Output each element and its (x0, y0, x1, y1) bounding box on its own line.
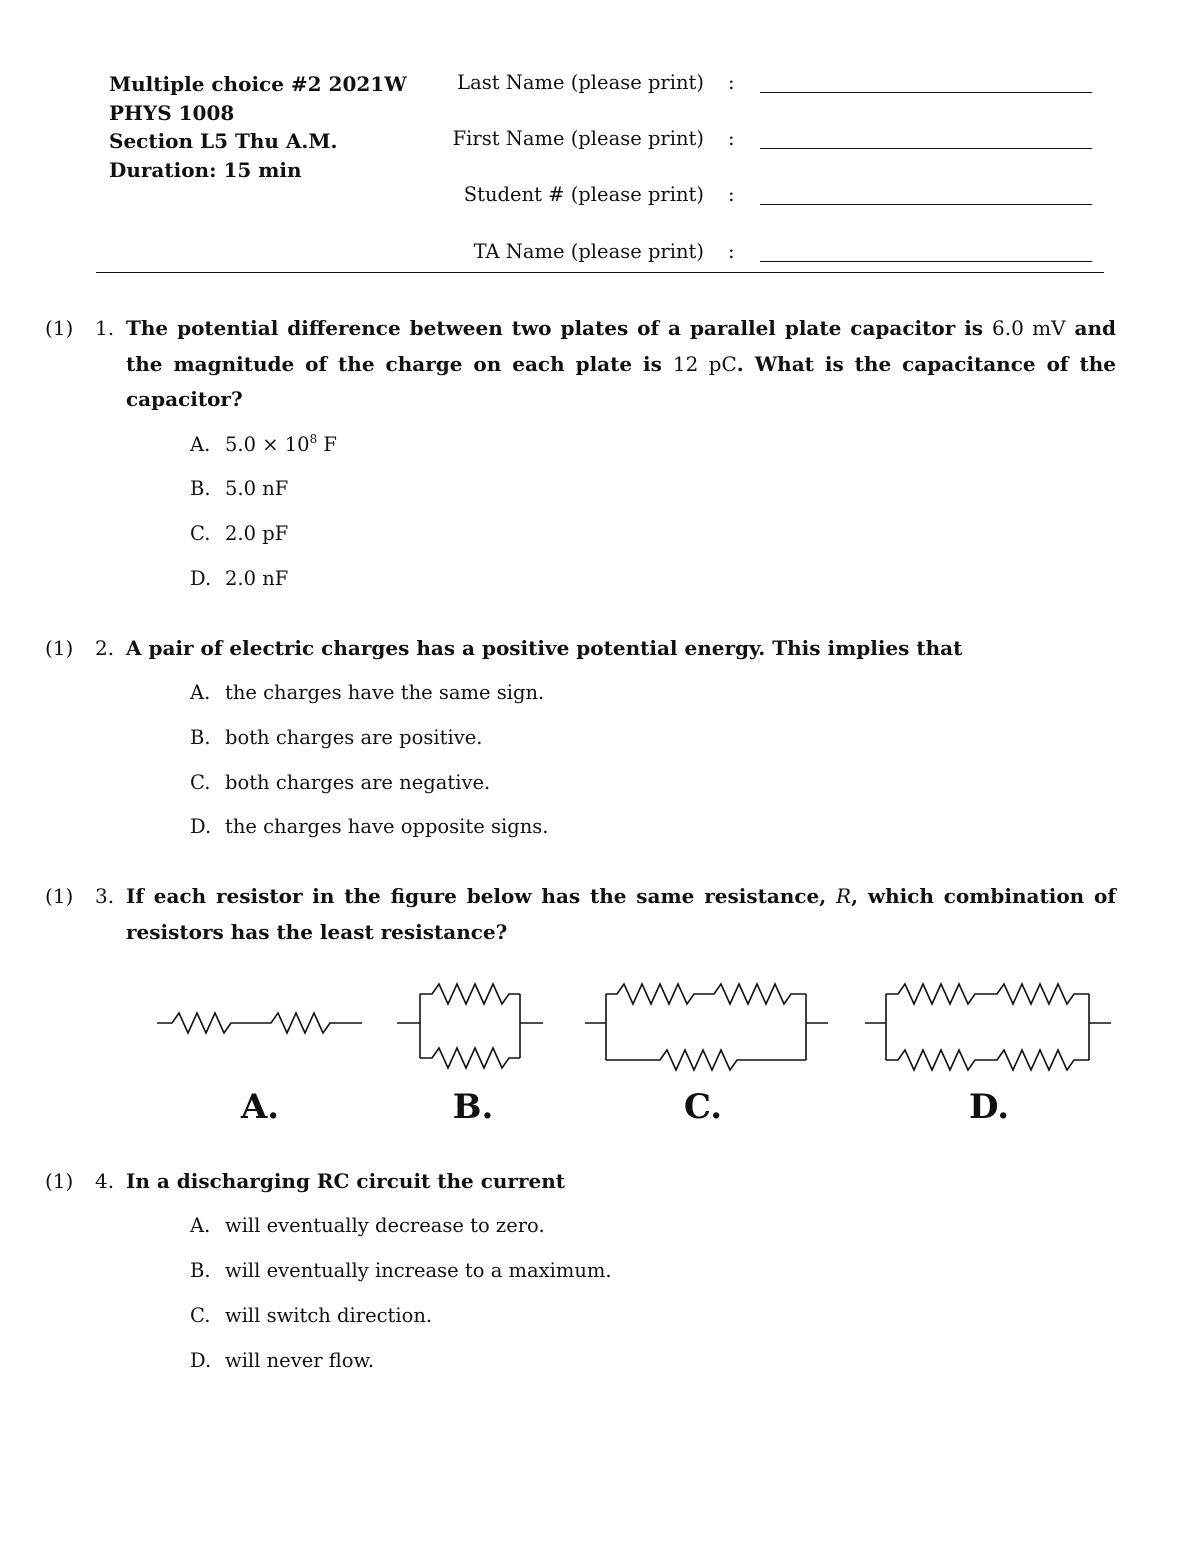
q1-option-b[interactable]: B. 5.0 nF (190, 477, 289, 500)
first-name-field[interactable] (760, 148, 1092, 149)
ta-name-label: TA Name (please print) (473, 240, 704, 263)
q1-marks: (1) (45, 316, 74, 340)
exam-info (109, 70, 407, 184)
course-code: PHYS 1008 (109, 100, 235, 125)
q4-number: 4. (95, 1169, 115, 1193)
q1-option-c[interactable]: C. 2.0 pF (190, 522, 289, 545)
q4-text: In a discharging RC circuit the current (126, 1169, 566, 1193)
circuit-b-label: B. (452, 1087, 494, 1127)
ta-name-field[interactable] (760, 261, 1092, 262)
q3-marks: (1) (45, 884, 74, 908)
q2-option-c[interactable]: C. both charges are negative. (190, 771, 491, 794)
exam-title: Multiple choice #2 2021W (109, 72, 407, 96)
q2-marks: (1) (45, 636, 74, 660)
q4-option-d[interactable]: D. will never flow. (190, 1349, 375, 1372)
q4-marks: (1) (45, 1169, 74, 1193)
resistor-combinations-figure (0, 975, 1200, 1135)
circuit-a-label: A. (240, 1087, 280, 1127)
student-number-field[interactable] (760, 204, 1092, 205)
circuit-c-label: C. (683, 1087, 723, 1127)
q1-option-a[interactable]: A. $5.0 \times 10^8$ F (190, 432, 337, 456)
colon: : (728, 183, 735, 206)
q4-option-b[interactable]: B. will eventually increase to a maximum. (190, 1259, 612, 1282)
q3-text: If each resistor in the figure below has the same resistance, R, which combination of resistors has the least resistance? (126, 884, 1116, 944)
q2-number: 2. (95, 636, 115, 660)
circuit-b (397, 984, 543, 1068)
q1-text: The potential difference between two plates of a parallel plate capacitor is 6.0 mV and the magnitude of the charge on each plate is 12 pC. What is the capacitance of the capacitor? (126, 316, 1117, 411)
circuit-c (585, 984, 828, 1070)
duration: Duration: 15 min (109, 157, 302, 182)
section: Section L5 Thu A.M. (109, 129, 338, 153)
circuit-d (865, 984, 1111, 1070)
circuit-a (157, 1013, 362, 1033)
colon: : (728, 71, 735, 94)
q2-option-a[interactable]: A. the charges have the same sign. (190, 681, 545, 704)
q2-option-b[interactable]: B. both charges are positive. (190, 726, 483, 749)
q4-option-a[interactable]: A. will eventually decrease to zero. (190, 1214, 545, 1237)
q1-number: 1. (95, 316, 115, 340)
student-number-label: Student # (please print) (463, 183, 704, 206)
colon: : (728, 240, 735, 263)
last-name-label: Last Name (please print) (457, 71, 704, 94)
q2-option-d[interactable]: D. the charges have opposite signs. (190, 815, 549, 838)
q1-option-d[interactable]: D. 2.0 nF (190, 567, 289, 590)
q2-text: A pair of electric charges has a positive potential energy. This implies that (126, 636, 963, 660)
header-divider (96, 272, 1104, 273)
first-name-label: First Name (please print) (452, 127, 704, 150)
q3-number: 3. (95, 884, 115, 908)
circuit-d-label: D. (968, 1087, 1010, 1127)
resistance-variable: R (836, 884, 852, 908)
q4-option-c[interactable]: C. will switch direction. (190, 1304, 433, 1327)
colon: : (728, 127, 735, 150)
last-name-field[interactable] (760, 92, 1092, 93)
